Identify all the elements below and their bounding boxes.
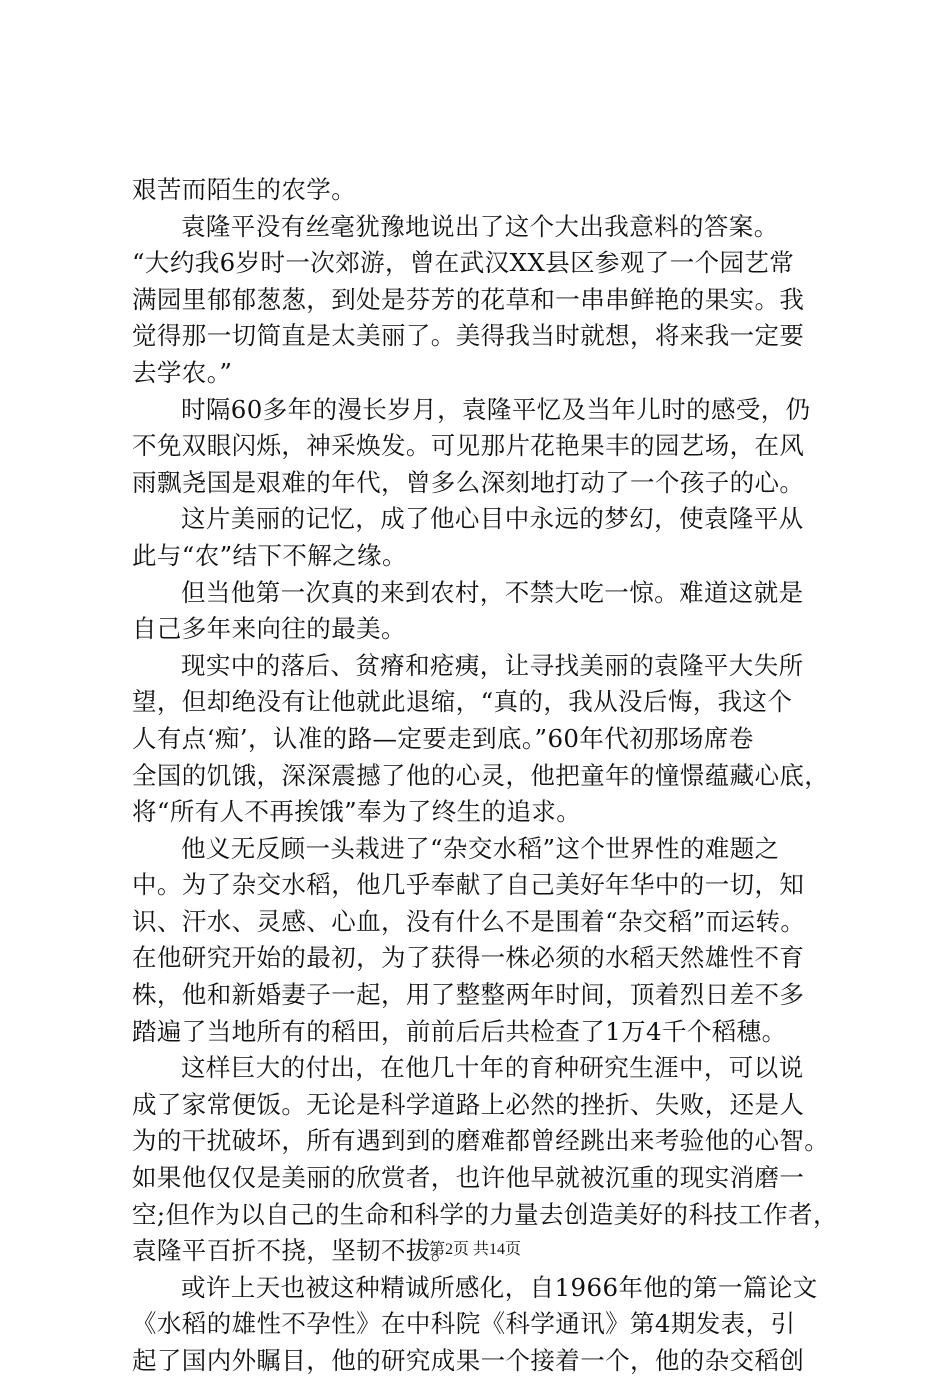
text-line: 起了国内外瞩目，他的研究成果一个接着一个，他的杂交稻创 [132,1346,805,1375]
text-line: 雨飘尧国是艰难的年代，曾多么深刻地打动了一个孩子的心。 [132,467,805,497]
paragraph-first-line: 时隔60多年的漫长岁月，袁隆平忆及当年儿时的感受，仍 [181,394,811,424]
page-footer: 第2页 共14页 [428,1241,521,1258]
text-line: 识、汗水、灵感、心血，没有什么不是围着“杂交稻”而运转。 [132,906,806,936]
paragraph-first-line: 但当他第一次真的来到农村，不禁大吃一惊。难道这就是 [181,577,804,607]
text-line: 为的干扰破坏，所有遇到到的磨难都曾经跳出来考验他的心智。 [132,1126,830,1156]
text-line: 自己多年来向往的最美。 [132,614,406,644]
text-line: 株，他和新婚妻子一起，用了整整两年时间，顶着烈日差不多 [132,980,805,1010]
text-line: 在他研究开始的最初，为了获得一株必须的水稻天然雄性不育 [132,943,805,973]
text-line: 去学农。” [132,357,233,387]
paragraph-first-line: 或许上天也被这种精诚所感化，自1966年他的第一篇论文 [181,1272,818,1302]
paragraph-first-line: 现实中的落后、贫瘠和疮痍，让寻找美丽的袁隆平大失所 [181,650,804,680]
paragraph-first-line: 这片美丽的记忆，成了他心目中永远的梦幻，使袁隆平从 [181,504,804,534]
text-line: 人有点‘痴’，认准的路—定要走到底。”60年代初那场席卷 [132,723,754,753]
text-line: 觉得那一切简直是太美丽了。美得我当时就想，将来我一定要 [132,321,805,351]
text-line: 袁隆平百折不挠，坚韧不拔。 [132,1236,456,1266]
text-line: 将“所有人不再挨饿”奉为了终生的追求。 [132,797,582,827]
text-line: 此与“农”结下不解之缘。 [132,540,407,570]
paragraph-first-line: 袁隆平没有丝毫犹豫地说出了这个大出我意料的答案。 [181,211,779,241]
text-line: 全国的饥饿，深深震撼了他的心灵，他把童年的憧憬蕴藏心底， [132,760,830,790]
text-line: 如果他仅仅是美丽的欣赏者，也许他早就被沉重的现实消磨一 [132,1163,805,1193]
text-line: 成了家常便饭。无论是科学道路上必然的挫折、失败，还是人 [132,1089,805,1119]
text-line: 满园里郁郁葱葱，到处是芬芳的花草和一串串鲜艳的果实。我 [132,284,805,314]
text-line: 踏遍了当地所有的稻田，前前后后共检查了1万4千个稻穗。 [132,1016,787,1046]
text-line: 不免双眼闪烁，神采焕发。可见那片花艳果丰的园艺场，在风 [132,431,805,461]
text-line: 艰苦而陌生的农学。 [132,175,357,204]
text-line: 中。为了杂交水稻，他几乎奉献了自己美好年华中的一切，知 [132,870,805,900]
paragraph-first-line: 这样巨大的付出，在他几十年的育种研究生涯中，可以说 [181,1053,804,1083]
document-body [132,172,838,1380]
text-line: 望，但却绝没有让他就此退缩，“真的，我从没后悔，我这个 [132,687,793,717]
paragraph-first-line: 他义无反顾一头栽进了“杂交水稻”这个世界性的难题之 [181,833,780,863]
text-line: 《水稻的雄性不孕性》在中科院《科学通讯》第4期发表，引 [132,1309,796,1339]
text-line: “大约我6岁时一次郊游，曾在武汉XX县区参观了一个园艺常 [132,248,795,278]
text-line: 空;但作为以自己的生命和科学的力量去创造美好的科技工作者， [132,1199,838,1229]
